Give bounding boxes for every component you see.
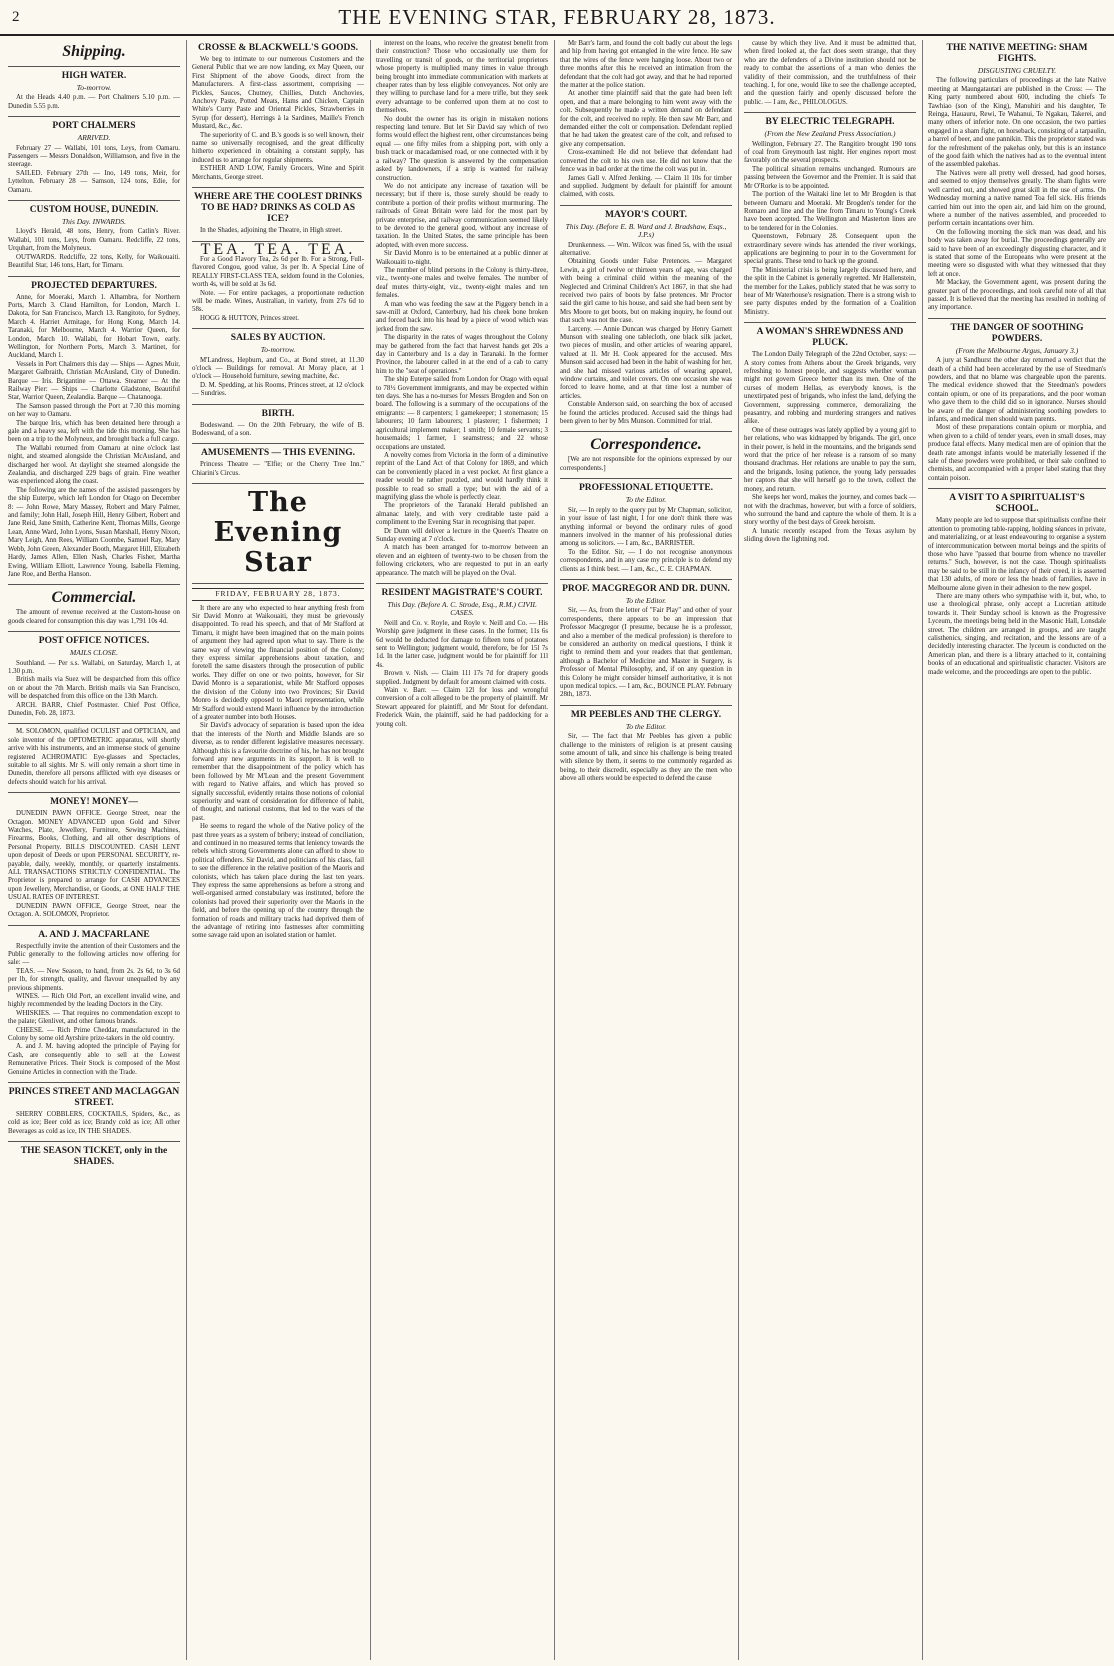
paragraph: Constable Anderson said, on searching the box of accused he found the articles produced. Accused said the things had been given to her by Mrs Munson. Committed for trial.: [560, 401, 732, 426]
article-heading: A. AND J. MACFARLANE: [38, 929, 150, 940]
article-subheading: DISGUSTING CRUELTY.: [977, 66, 1057, 75]
paragraph: Obtaining Goods under False Pretences. — Margaret Lewin, a girl of twelve or thirteen years of age, was charged with being a criminal child within the meaning of the Neglected and Criminal Children's Act 1867, in that she had received two pairs of boots by false pretences. Mr Proctor said the girl came to his house, and said she had been sent by Mrs Moore to get boots, but on making inquiry, he found out that such was not the case.: [560, 258, 732, 325]
paragraph: DUNEDIN PAWN OFFICE, George Street, near the Octagon. A. SOLOMON, Proprietor.: [8, 902, 180, 919]
article: [8, 281, 180, 580]
divider: [8, 631, 180, 632]
paragraph: M'Landress, Hepburn, and Co., at Bond street, at 11.30 o'clock — Buildings for removal. At Moray place, at 1 o'clock — Household furniture, sewing machine, &c.: [192, 356, 364, 381]
article: [8, 43, 180, 61]
divider: [192, 187, 364, 188]
section-heading: Correspondence.: [590, 436, 702, 454]
article-heading: PROF. MACGREGOR AND DR. DUNN.: [562, 583, 730, 594]
article: [744, 117, 916, 317]
paragraph: A match has been arranged for to-morrow between an eleven and an eighteen of twenty-two to be chosen from the following cricketers, who are requested to put in an early appearance. The match will be played on the Oval.: [376, 544, 548, 577]
article: [376, 588, 548, 729]
article-subheading: To the Editor.: [625, 495, 667, 505]
article: [8, 589, 180, 626]
column-4: [560, 40, 732, 1660]
paragraph: Most of these preparations contain opium or morphia, and when given to a child of tender years, even in small doses, may produce fatal effects. Many medical men are of opinion that the death rate amongst infants would be materially lessened if the sale of these powders were prohibited, or their sale confined to chemists, and accompanied with a proper label stating that they contain poison.: [928, 424, 1106, 482]
paragraph: We beg to intimate to our numerous Customers and the General Public that we are now landing, ex May Queen, our First Shipment of the above Goods, direct from the Manufacturers. A first-class assortment, comprising — Pickles, Sauces, Chutney, Chillies, Dutch Anchovies, Anchovy Paste, Potted Meats, Hams and Chicken, Captain White's Curry Paste and Oriental Pickles, Strawberries in Syrup (for dessert), Herrings à la Sardines, Maille's French Mustard, &c., &c.: [192, 56, 364, 131]
divider: [192, 404, 364, 405]
paragraph: SHERRY COBBLERS, COCKTAILS, Spiders, &c., as cold as ice; Beer cold as ice; Brandy cold as ice; All other Beverages as cold as ice, IN THE SHADES.: [8, 1111, 180, 1135]
paragraph: Dr Dunn will deliver a lecture in the Queen's Theatre on Sunday evening at 7 o'clock.: [376, 527, 548, 543]
divider: [192, 328, 364, 329]
article-heading: THE DANGER OF SOOTHING POWDERS.: [950, 322, 1084, 344]
paragraph: One of these outrages was lately applied by a young girl to her relations, who was kidnapped by brigands. The girl, once in their power, is held in the mountains, and the brigands send word that the price of her release is a ransom of so many thousand drachmas. Her relations are unable to pay the sum, and the brigands, losing patience, the young lady persuades her captors that she will herself go to the town, collect the money, and return.: [744, 426, 916, 493]
paragraph: Sir, — The fact that Mr Peebles has given a public challenge to the ministers of religion is at present causing some amount of talk, and since his challenge is being treated with silence by them, it seems to me commonly regarded as being, to their discredit, especially as they are the men who above all others would be expected to defend the cause: [560, 733, 732, 783]
paragraph: Princess Theatre — "Elfie; or the Cherry Tree Inn." Chiarini's Circus.: [192, 461, 364, 477]
divider: [8, 925, 180, 926]
article-heading: A WOMAN'S SHREWDNESS AND PLUCK.: [756, 327, 904, 349]
paragraph: Mr Mackay, the Government agent, was present during the greater part of the proceedings, and took careful note of all that passed. It is believed that the meeting has resulted in nothing of any importance.: [928, 279, 1106, 312]
article: [192, 333, 364, 398]
column-rule: [186, 40, 187, 1660]
section-heading: Shipping.: [62, 43, 126, 60]
article: [560, 483, 732, 574]
divider: [928, 318, 1106, 319]
article: [192, 240, 364, 324]
article-heading: MR PEEBLES AND THE CLERGY.: [570, 709, 722, 720]
divider: [744, 112, 916, 113]
paragraph: [We are not responsible for the opinions expressed by our correspondents.]: [560, 456, 732, 472]
article: [744, 40, 916, 107]
article: [192, 43, 364, 182]
divider: [8, 792, 180, 793]
paragraph: The Natives were all pretty well dressed, had good horses, and seemed to enjoy themselves greatly. The sham fights were well carried out, and showed great skill in the use of arms. On Wednesday morning a native named Toa fell sick. His friends carried him out into the open air, and laid him on the ground, where a number of the natives assembled, and proceeded to perform certain incantations over him.: [928, 169, 1106, 228]
paragraph: She keeps her word, makes the journey, and comes back — not with the drachmas, however, but with a force of soldiers, who surround the band and capture the whole of them. It is a story worthy of the best days of Greek heroism.: [744, 494, 916, 527]
article-heading: AMUSEMENTS — THIS EVENING.: [201, 448, 355, 459]
paragraph: The Samson passed through the Port at 7.30 this morning on her way to Oamaru.: [8, 402, 180, 419]
paragraph: Neill and Co. v. Royle, and Royle v. Neill and Co. — His Worship gave judgment in these cases. In the former, 11s 6s 6d would be deducted for damage to fifteen tons of potatoes sent to Wellington; judgment would, therefore, be for 15l 7s 1d. In the latter case, judgment would be for plaintiff for 11l 4s.: [376, 619, 548, 669]
paragraph: To the Editor. Sir, — I do not recognise anonymous correspondents, and in any case my principle is to defend my clients as I think best. — I am, &c., C. E. CHAPMAN.: [560, 548, 732, 573]
paragraph: No doubt the owner has its origin in mistaken notions respecting land tenure. But let Sir David say which of two forms would effect the highest rent, other circumstances being equal — one fifty miles from a shipping port, with only a bush track or macadamised road, or one connected with it by a railway? The question is answered by the compensation asked by landowners, if a strip is wanted for railway construction.: [376, 115, 548, 182]
article-subheading: To-morrow.: [260, 345, 296, 355]
divider: [744, 322, 916, 323]
article-heading: WHERE ARE THE COOLEST DRINKS TO BE HAD? DRINKS AS COLD AS ICE?: [193, 192, 363, 225]
article: [928, 43, 1106, 313]
divider: [928, 488, 1106, 489]
paragraph: He seems to regard the whole of the Native policy of the past three years as a system of bribery; instead of conciliation, and continued in no measured terms that leniency towards the rebels which strong Governments alone can afford to show to political offenders. Sir David, and politicians of his class, fail to see the difference in the relative position of the Maoris and colonists, which has taken place during the last ten years. They express the same apprehensions as before a strong and well-organised armed constabulary was instituted, before the colonists had proved their superiority over the Maoris in the field, and before the opening up of the country through the formation of roads and military tracks had deprived them of the advantage of retiring into fastnesses after committing some savage raid upon an isolated station or hamlet.: [192, 823, 364, 940]
column-rule: [554, 40, 555, 1660]
article-subheading: (From the New Zealand Press Association.): [764, 129, 896, 139]
paragraph: Vessels in Port Chalmers this day — Ships — Agnes Muir, Margaret Galbraith, Christian McAusland, City of Dunedin. Barque — Iris. Brigantine — Ottawa. Steamer — At the Railway Pier: — Ships — Charlotte Gladstone, Beautiful Star, Warrior Queen, Zealandia. Barque — Chatanooga.: [8, 360, 180, 402]
article-heading: PROJECTED DEPARTURES.: [31, 280, 157, 291]
article-heading: CUSTOM HOUSE, DUNEDIN.: [29, 205, 159, 216]
divider: [192, 583, 364, 584]
paragraph: There are many others who sympathise with it, but, who, to use a theological phrase, only accept a Lucretian attitude towards it. Their Sunday school is known as the Progressive Lyceum, the meetings being held in the Masonic Hall, Lonsdale street. The children are arranged in groups, and are taught calisthenics, singing, and recitation, and the lessons are of a decidedly interesting character. The lyceum is conducted on the American plan, and there is a library attached to it, containing books of an educational and spiritualistic character. Visitors are made welcome, and the proceedings are open to the public.: [928, 592, 1106, 676]
article: [192, 409, 364, 439]
paragraph: SAILED. February 27th — Ino, 149 tons, Meir, for Lyttelton. February 28 — Samson, 124 tons, Edie, for Oamaru.: [8, 169, 180, 194]
article-heading: BIRTH.: [261, 408, 295, 419]
paragraph: The ship Euterpe sailed from London for Otago with equal to 78½ Government immigrants, and may be expected within ten days. She has a no-nurses for Messrs Brogden and Son on board. The following is a summary of the occupations of the emigrants: — 8 carpenters; 1 gamekeeper; 1 stonemason; 15 labourers; 10 farm labourers; 1 plasterer; 1 fishermen; 1 agricultural implement maker; 1 smith; 10 female servants; 3 housemaids; 1 farmer, 1 seamstress; and 22 whose occupations are unstated.: [376, 376, 548, 451]
paragraph: The Ministerial crisis is being largely discussed here, and the split in the Cabinet is generally regretted. Mr Hallenstein, the member for the Lakes, publicly stated that he was sorry to hear of Mr Waterhouse's resignation. There is a strong wish to see party disputes ended by the formation of a Coalition Ministry.: [744, 266, 916, 316]
article-subheading: (From the Melbourne Argus, January 3.): [955, 345, 1079, 355]
paragraph: Drunkenness. — Wm. Wilcox was fined 5s, with the usual alternative.: [560, 241, 732, 257]
paragraph: Sir David's advocacy of separation is based upon the idea that the interests of the North and Middle Islands are so diverse, as to render different legislative measures necessary. Although this is a favourite doctrine of his, he has not brought forward any new arguments in its support. It is well to remember that the disappointment of the policy which has been followed by Mr M'Lean and the present Government with regard to Native affairs, and which has proved so signally successful, evidently retains those notions of colonial superiority and want of consideration for difference of habit, of thought, and national customs, that led to the wars of the past.: [192, 722, 364, 822]
paragraph: Many people are led to suppose that spiritualists confine their attention to promoting table-rapping, holding séances in private, and materializing, or at least endeavouring to organise a system of intercommunication between mortal beings and the spirits of those who have "passed that bourne from whence no traveller returns." Such, however, is not the case. Though spiritualists may be said to be still in the infancy of their creed, it is asserted that 130 adults, of more or less the heads of families, have in Melbourne alone given in their adhesion to the new gospel.: [928, 517, 1106, 592]
article: [560, 584, 732, 700]
paragraph: The disparity in the rates of wages throughout the Colony may be gathered from the fact that harvest hands get 20s a day in Canterbury and 1s a day in Taranaki. In the former Province, the labourer called in at the end of a cab to carry him to the "seat of operations.": [376, 334, 548, 375]
article-heading: A VISIT TO A SPIRITUALIST'S SCHOOL.: [949, 493, 1085, 515]
article: [8, 728, 180, 787]
paragraph: Anne, for Moeraki, March 1. Alhambra, for Northern Ports, March 3. Claud Hamilton, for London, March 1. Dakota, for San Francisco, March 13. Rangitoto, for Sydney, March 4. Harriet Armitage, for Hong Kong, March 14. Taranaki, for Melbourne, March 4. Warrior Queen, for London, March 10. Wallabi, for Hobart Town, early. Wellington, for Northern Ports, March 3. Martinet, for Auckland, March 1.: [8, 293, 180, 360]
nameplate: The Evening Star: [213, 487, 343, 579]
paragraph: The amount of revenue received at the Custom-house on goods cleared for consumption this day was 1,791 10s 4d.: [8, 609, 180, 625]
article-subheading: To the Editor.: [625, 595, 667, 605]
article-heading: PROFESSIONAL ETIQUETTE.: [578, 483, 714, 494]
column-rule: [370, 40, 371, 1660]
paragraph: cause by which they live. And it must be admitted that, when fired looked at, the fact does seem strange, that they who are the defenders of a Divine institution should not be ready to combat the assertions of a man who denies the validity of their commission, and the truthfulness of their teaching. I, for one, would like to see the challenge accepted, and the question fairly and openly discussed before the public. — I am, &c., PHILOLOGUS.: [744, 40, 916, 106]
article-subheading: This Day. (Before E. B. Ward and J. Bradshaw, Esqs., J.P.s): [565, 221, 727, 240]
paragraph: Cross-examined: He did not believe that defendant had converted the colt to his own use. He did not know that the fence was in bad order at the time the colt was put in.: [560, 149, 732, 174]
divider: [560, 579, 732, 580]
paragraph: WHISKIES. — That requires no commendation except to the palate; Glenlivet, and other famous brands.: [8, 1009, 180, 1026]
paragraph: Queenstown, February 28. Consequent upon the extraordinary severe winds has attended the river workings, applications are beginning to pour in to the Government for special grants. These tend to back up the ground.: [744, 233, 916, 266]
article-subheading: MAILS CLOSE.: [70, 648, 118, 658]
article: [192, 588, 364, 941]
paragraph: The superiority of C. and B.'s goods is so well known, their name so universally recognised, and the great difficulty hitherto experienced in obtaining a constant supply, has induced us to arrange for regular shipments.: [192, 131, 364, 164]
article-heading: CROSSE & BLACKWELL'S GOODS.: [198, 43, 358, 53]
paragraph: Wellington, February 27. The Rangitiro brought 190 tons of coal from Greymouth last night. Her engines report most favorably on the several prospects.: [744, 140, 916, 165]
article-heading: RESIDENT MAGISTRATE'S COURT.: [381, 588, 543, 598]
article-heading: PORT CHALMERS: [52, 121, 136, 132]
column-6: [928, 40, 1106, 1660]
column-5: [744, 40, 916, 1660]
paragraph: ARCH. BARR, Chief Postmaster. Chief Post Office, Dunedin, Feb. 28, 1873.: [8, 701, 180, 717]
divider: [8, 116, 180, 117]
divider: [8, 584, 180, 585]
masthead: [0, 0, 1114, 36]
divider: [8, 1141, 180, 1142]
article: [8, 121, 180, 195]
paragraph: OUTWARDS. Redcliffe, 22 tons, Kelly, for Waikouaiti. Beautiful Star, 146 tons, Hart, for Timaru.: [8, 253, 180, 270]
article-subheading: To the Editor.: [625, 721, 667, 731]
column-3: [376, 40, 548, 1660]
article: [928, 493, 1106, 677]
divider: [560, 205, 732, 206]
article: [192, 488, 364, 578]
paragraph: M. SOLOMON, qualified OCULIST and OPTICIAN, and sole inventor of the OPTOMETRIC apparatus, will shortly arrive with his instruments, and an immense stock of genuine registered ACHROMATIC Eye-glasses and Spectacles, suitable to all sights. Mr S. will only remain a short time in Dunedin, therefore all persons afflicted with eye diseases or defects should watch for his arrival.: [8, 728, 180, 786]
paragraph: February 27 — Wallabi, 101 tons, Leys, from Oamaru. Passengers — Messrs Donaldson, Williamson, and five in the steerage.: [8, 144, 180, 169]
dateline: FRIDAY, FEBRUARY 28, 1873.: [192, 588, 364, 600]
article-heading: BY ELECTRIC TELEGRAPH.: [765, 117, 895, 128]
divider: [8, 1082, 180, 1083]
section-heading: Commercial.: [51, 589, 137, 607]
divider: [376, 583, 548, 584]
paragraph: For a Good Flavory Tea, 2s 6d per lb. For a Strong, Full-flavored Congou, good value, 3s per lb. A Special Line of REALLY FIRST-CLASS TEA, seldom found in the Colonies, worth 4s, will be sold at 3s 6d.: [192, 255, 364, 289]
paragraph: The political situation remains unchanged. Rumours are passing between the Governor and the Premier. It is said that Mr O'Rorke is to be appointed.: [744, 165, 916, 190]
article-heading: THE NATIVE MEETING: SHAM FIGHTS.: [946, 43, 1088, 64]
article: [8, 636, 180, 718]
article-heading: PRINCES STREET AND MACLAGGAN STREET.: [8, 1087, 180, 1108]
column-2: [192, 40, 364, 1660]
paragraph: Larceny. — Annie Duncan was charged by Henry Garnett Munson with stealing one tablecloth, one black silk jacket, two pieces of muslin, and other articles of wearing apparel, valued at 1l. Mr H. Cook appeared for the accused. Mrs Munson said accused had been in the habit of washing for her, and she had missed various articles of wearing apparel, window curtains, and toilet covers. On one occasion she was forced to leave home, and at that time lost a number of articles.: [560, 325, 732, 400]
paragraph: British mails via Suez will be despatched from this office on or about the 7th March. British mails via San Francisco, will be despatched from this office on the 13th March.: [8, 676, 180, 701]
paragraph: On the following morning the sick man was dead, and his body was taken away for burial. The proceedings generally are said to have been of an exceedingly disgusting character, and it is stated that some of the Europeans who were present at the meeting were so disgusted with what they witnessed that they left at once.: [928, 228, 1106, 278]
divider: [192, 443, 364, 444]
article-heading: MONEY! MONEY—: [50, 797, 138, 808]
paragraph: James Gall v. Alfred Jenking. — Claim 1l 10s for timber and supplied. Judgment by default for plaintiff for amount claimed, with costs.: [560, 174, 732, 199]
article: [560, 40, 732, 200]
paragraph: The proprietors of the Taranaki Herald published an almanac lately, and with very creditable taste paid a compliment to the Evening Star in recognising that paper.: [376, 502, 548, 527]
article: [376, 40, 548, 578]
article: [192, 192, 364, 235]
paragraph: D. M. Spedding, at his Rooms, Princes street, at 12 o'clock — Sundries.: [192, 381, 364, 398]
divider: [560, 431, 732, 432]
article: [560, 710, 732, 784]
paragraph: Sir David Monro is to be entertained at a public dinner at Waikouaiti to-night.: [376, 250, 548, 266]
paragraph: Southland. — Per s.s. Wallabi, on Saturday, March 1, at 1.30 p.m.: [8, 659, 180, 675]
article: [560, 210, 732, 427]
divider: [560, 705, 732, 706]
article-heading: POST OFFICE NOTICES.: [38, 636, 150, 647]
article-subheading: This Day. INWARDS.: [61, 217, 127, 227]
paragraph: The London Daily Telegraph of the 22nd October, says: — A story comes from Athens about the Greek brigands, very refreshing to honest people, and suggests whether woman might not govern Greece better than its men. One of the curses of modern Hellas, as everybody knows, is the unextirpated pest of brigands, who infest the land, defying the Government, suppressing commerce, demoralizing the peasantry, and robbing and murdering strangers and natives alike.: [744, 351, 916, 426]
paragraph: WINES. — Rich Old Port, an excellent invalid wine, and highly recommended by the leading Doctors in the City.: [8, 992, 180, 1009]
divider: [8, 276, 180, 277]
divider: [8, 66, 180, 67]
paragraph: At another time plaintiff said that the gate had been left open, and that a mare belonging to him went away with the colt. Subsequently he made a written demand on defendant for the colt, and received no reply. He then saw Mr Barr, and demanded either the colt or compensation. Defendant replied that he had taken the greatest care of the colt, and refused to give any compensation.: [560, 90, 732, 148]
paragraph: CHEESE. — Rich Prime Cheddar, manufactured in the Colony by some old Ayrshire prize-takers in the old country.: [8, 1026, 180, 1042]
article-subheading: ARRIVED.: [77, 133, 111, 143]
article: [8, 71, 180, 111]
ad-heading: TEA. TEA. TEA.: [200, 240, 356, 258]
paragraph: The following are the names of the assisted passengers by the ship Euterpe, which left London for Otago on December 8: — John Rowe, Mary Massey, Robert and Mary Palmer, and family; John Hall, Joseph Hill, Henry Gilbert, Robert and Jane Reid, Jane Smith, Catherine Kent, Thomas Mills, George Lean, Anne Ward, John Lyons, Susan Marshall, Henry Nixon, Mary Leigh, Ann Rees, William Coombe, Samuel Ray, Mary Webb, John Green, Alexander Booth, Margaret Hill, Elizabeth Hardy, James Allen, Ellen Nash, Charles Fisher, Martha Ewing, William Elliott, Lawrence Young, Isabella Fleming, Jane Roe, and Bertha Hanson.: [8, 486, 180, 578]
article-heading: THE SEASON TICKET, only in the SHADES.: [20, 1146, 168, 1168]
paragraph: The portion of the Waitaki line let to Mr Brogden is that between Oamaru and Moeraki. Mr Brogden's tender for the Romaro and line and the line from Timaru to Young's Creek have been accepted. The Wellington and Masterton lines are to be tendered for in the Colonies.: [744, 191, 916, 232]
column-1: [8, 40, 180, 1660]
column-rule: [738, 40, 739, 1660]
paragraph: At the Heads 4.40 p.m. — Port Chalmers 5.10 p.m. — Dunedin 5.55 p.m.: [8, 94, 180, 110]
article: [744, 327, 916, 544]
paragraph: A lunatic recently escaped from the Texas asylum by sliding down the lightning rod.: [744, 527, 916, 544]
paragraph: Bodeswand. — On the 20th February, the wife of B. Bodeswand, of a son.: [192, 421, 364, 437]
article: [8, 797, 180, 919]
paragraph: The following particulars of proceedings at the late Native meeting at Maungatautari are published in the Cross: — The King party numbered about 600, including the chiefs Te Tawhiao (son of the King), Manuhiri and his daughter, Te Reinga, Hauauru, Rewi, Te Wahanui, Te Ngakau, Takerei, and many others of inferior note. On one occasion, the two parties engaged in a sham fight, on horseback, consisting of a tarpaulin, a barrel of beer, and one pannikin. This the proprietor stated was for the refreshment of the pakehas only, but this is an instance of the good faith which the natives had as to the eventual intent of the assembled pakehas.: [928, 77, 1106, 169]
paragraph: interest on the loans, who receive the greatest benefit from their construction? Those who occasionally use them for travelling or transit of goods, or the territorial proprietors whose property is multiplied many times in value through being brought into immediate communication with markets at cheaper rates than by less eligible conveyances. Not only are they willing to purchase land for a mere trifle, but they seek every advantage to be conferred upon them at no cost to themselves.: [376, 40, 548, 115]
paragraph: Respectfully invite the attention of their Customers and the Public generally to the following articles now offering for sale: —: [8, 942, 180, 967]
paragraph: Sir, — As, from the letter of "Fair Play" and other of your correspondents, there appears to be an impression that Professor Macgregor (I presume, because he is a professor, and also a member of the medical profession) is therefore to be considered an authority on medical questions, I think it right to remind them and your readers that that gentleman, although a Bachelor of Medicine and Master in Surgery, is Professor of Mental Philosophy, and, if on any question in this Colony he might consider himself authoritative, it is not upon medical topics. — I am, &c., BOUNCE PLAY. February 28th, 1873.: [560, 607, 732, 699]
divider: [8, 200, 180, 201]
page-number: 2: [12, 9, 20, 25]
article-heading: HIGH WATER.: [61, 71, 127, 81]
paragraph: We do not anticipate any increase of taxation will be necessary; but if there is, those surely should be ready to contribute a portion of their profits without murmuring. The railroads of Great Britain were laid for the most part by private enterprise, and railway communication seemed likely to be devoted to the general good, without any increase of taxation. In the United States, the same principle has been adopted, with even more success.: [376, 182, 548, 249]
article-heading: MAYOR'S COURT.: [604, 209, 687, 220]
paragraph: A man who was feeding the saw at the Piggery bench in a saw-mill at Oxford, Canterbury, had his cheek bone broken and forced back into his head by a piece of wood which was jerked from the saw.: [376, 300, 548, 333]
paragraph: The number of blind persons in the Colony is thirty-three, viz., twenty-one males and twelve females. The number of deaf mutes thirty-eight, viz., twenty-eight males and ten females.: [376, 266, 548, 300]
paragraph: ESTHER AND LOW, Family Grocers, Wine and Spirit Merchants, George street.: [192, 165, 364, 181]
paragraph: A. and J. M. having adopted the principle of Paying for Cash, are consequently able to sell at the Lowest Remunerative Prices. Their Stock is composed of the Most Genuine Articles in connection with the Trade.: [8, 1043, 180, 1076]
divider: [192, 483, 364, 484]
article: [8, 205, 180, 270]
paragraph: The barque Iris, which has been detained here through a gale and a heavy sea, left with the tide this morning. She has been on a trip to the Molyneux, and brought back a full cargo.: [8, 419, 180, 444]
article: [8, 1087, 180, 1136]
article-heading: SALES BY AUCTION.: [230, 333, 326, 344]
paragraph: Brown v. Nish. — Claim 11l 17s 7d for drapery goods supplied. Judgment by default for amount claimed with costs.: [376, 670, 548, 686]
article: [192, 448, 364, 478]
paragraph: Note. — For entire packages, a proportionate reduction will be made. Wines, Australian, in variety, from 27s 6d to 58s.: [192, 289, 364, 314]
paragraph: DUNEDIN PAWN OFFICE. George Street, near the Octagon. MONEY ADVANCED upon Gold and Silver Watches, Plate, Jewellery, Furniture, Sewing Machines, Firearms, Books, Clothing, and all other descriptions of Personal Property. BILLS DISCOUNTED. CASH LENT upon deposit of Deeds or upon PERSONAL SECURITY, re-payable, daily, weekly, monthly, or quarterly instalments. ALL TRANSACTIONS STRICTLY CONFIDENTIAL. The Proprietor is prepared to arrange for CASH ADVANCES upon Jewellery, Merchandise, or Goods, at ONE HALF THE USUAL RATES OF INTEREST.: [8, 810, 180, 902]
paragraph: A novelty comes from Victoria in the form of a diminutive reprint of the Land Act of that Colony for 1869, and which can be conveniently placed in a vest pocket. At first glance a reader would be rather puzzled, and would hardly think it possible to read so small a type; but with the aid of a magnifying glass the whole is perfectly clear.: [376, 451, 548, 501]
paragraph: The Wallabi returned from Oamaru at nine o'clock last night, and steamed alongside the Christian McAusland, and discharged her wool. At daylight she steamed alongside the Zealandia, and discharged 229 bags of grain. Fine weather was experienced along the coast.: [8, 444, 180, 486]
paragraph: A jury at Sandhurst the other day returned a verdict that the death of a child had been accelerated by the use of Steedman's powders, and that no blame was chargeable upon the parents. The medical evidence showed that the Steedman's powders contain opium, or one of its preparations, and the poor woman who gave them to the child did so in ignorance. Nurses should be aware of the danger of administering soothing powders to infants, and medical men should warn parents.: [928, 357, 1106, 424]
article-subheading: To-morrow.: [76, 83, 112, 92]
article: [560, 436, 732, 473]
paragraph: Lloyd's Herald, 48 tons, Henry, from Catlin's River. Wallabi, 101 tons, Leys, from Oamaru. Redcliffe, 22 tons, Urquhart, from the Molyneux.: [8, 228, 180, 253]
column-rule: [922, 40, 923, 1660]
article: [8, 1146, 180, 1168]
article: [928, 323, 1106, 484]
masthead-title: THE EVENING STAR, FEBRUARY 28, 1873.: [338, 5, 776, 29]
paragraph: Wain v. Barr. — Claim 12l for loss and wrongful conversion of a colt alleged to be the property of plaintiff. Mr Stewart appeared for plaintiff, and Mr Stout for defendant. Frederick Wain, the plaintiff, said he had paddocking for a young colt.: [376, 687, 548, 728]
paragraph: TEAS. — New Season, to hand, from 2s. 2s 6d, to 3s 6d per lb, for strength, quality, and flavour unequalled by any previous shipments.: [8, 967, 180, 992]
paragraph: Mr Barr's farm, and found the colt badly cut about the legs and hip from having got entangled in the wire fence. He saw that the wires of the fence were hanging loose. About two or three months after this he received an intimation from the defendant that the colt had got away, and that he had reported the matter at the police station.: [560, 40, 732, 90]
article-subheading: This Day. (Before A. C. Strode, Esq., R.M.) CIVIL CASES.: [387, 600, 537, 618]
divider: [8, 723, 180, 724]
article: [8, 930, 180, 1078]
divider: [560, 478, 732, 479]
paragraph: It there are any who expected to hear anything fresh from Sir David Monro at Waikouaiti, they must be grievously disappointed. To read his speech, and that of Mr Stafford at Timaru, it might have been imagined that on the main points of argument they had agreed upon what to say. There is the same way of viewing the financial position of the Colony; they express similar apprehensions about taxation, and foretell the same disasters through the prosecution of public works. They differ on one or two points, however, for Sir David Monro is a separationist, while Mr Stafford opposes the division of the Colony into two Provinces; Sir David Monro is decidedly opposed to Maori representation, while Mr Stafford would extend Maori influence by the introduction of a greater number into both Houses.: [192, 604, 364, 721]
paragraph: Sir, — In reply to the query put by Mr Chapman, solicitor, in your issue of last night, I for one don't think there was anything informal or beyond the ordinary rules of good manners involved in the manner of his professional duties among us solicitors. — I am, &c., BARRISTER.: [560, 506, 732, 548]
paragraph: HOGG & HUTTON, Princes street.: [200, 314, 300, 322]
paragraph: In the Shades, adjoining the Theatre, in High street.: [200, 227, 343, 235]
